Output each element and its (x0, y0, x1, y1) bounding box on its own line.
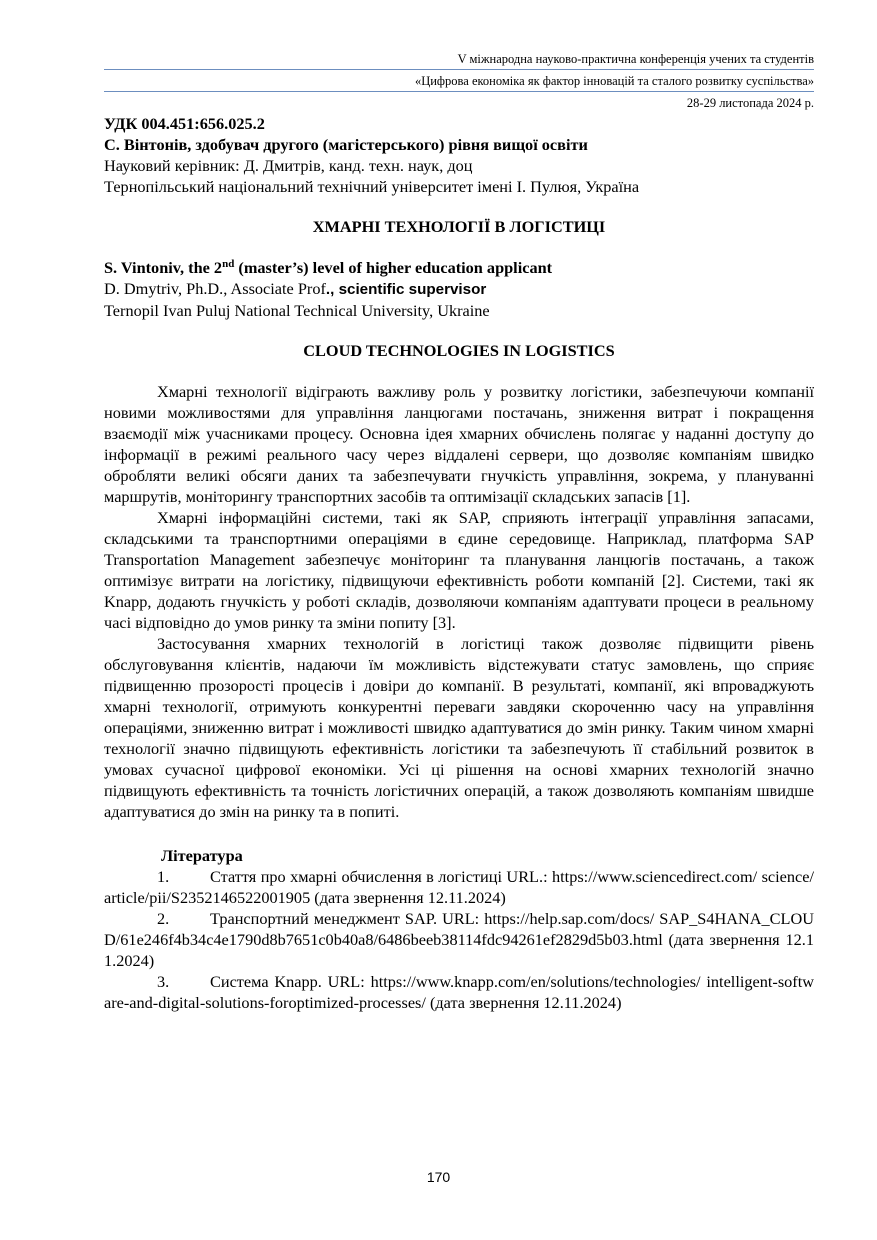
reference-text: Стаття про хмарні обчислення в логістиці URL.: https://www.sciencedirect.com/ science/article/pii/S2352146522001905 (дата звернення 12.11.2024) (104, 867, 814, 907)
supervisor-en-role: ., scientific supervisor (325, 281, 487, 298)
header-divider (104, 91, 814, 92)
reference-item (104, 908, 814, 971)
paragraph: Застосування хмарних технологій в логістиці також дозволяє підвищити рівень обслуговування клієнтів, надаючи їм можливість відстежувати статус замовлень, що сприяє підвищенню прозорості процесів і довіри до компанії. В результаті, компанії, які впроваджують хмарні технології, отримують конкурентні переваги завдяки скороченню часу на управління операціями, зниженню витрат і можливості швидко адаптуватися до змін ринку. Таким чином хмарні технології значно підвищують ефективність логістики та забезпечують її стабільний розвиток в умовах сучасної цифрової економіки. Усі ці рішення на основі хмарних технологій значно підвищують ефективність та точність логістичних операцій, а також дозволяють компаніям швидше адаптуватися до змін на ринку та в попиті. (104, 634, 814, 821)
supervisor-en (104, 278, 814, 300)
title-ua: ХМАРНІ ТЕХНОЛОГІЇ В ЛОГІСТИЦІ (312, 217, 606, 236)
affiliation-ua: Тернопільський національний технічний університет імені І. Пулюя, Україна (104, 177, 640, 196)
reference-number: 2. (157, 909, 170, 928)
reference-number: 3. (157, 972, 170, 991)
author-en-level: (master’s) level of higher education applicant (234, 258, 553, 277)
paper-page (104, 0, 814, 1013)
udk-code: УДК 004.451:656.025.2 (104, 114, 265, 133)
reference-item (104, 866, 814, 908)
supervisor-en-name: D. Dmytriv, Ph.D., Associate Prof (104, 279, 326, 298)
author-en (104, 257, 814, 278)
article-body (104, 381, 814, 822)
paragraph: Хмарні інформаційні системи, такі як SAP, сприяють інтеграції управління запасами, складськими та транспортними операціями в єдине середовище. Наприклад, платформа SAP Transportation Management забезпечує моніторинг та планування ланцюгів постачань, а також оптимізує витрати на логістику, підвищуючи ефективність роботи компаній [2]. Системи, такі як Knapp, додають гнучкість у роботі складів, дозволяючи компаніям адаптувати процеси в реальному часі відповідно до умов ринку та зміни попиту [3]. (104, 508, 814, 632)
title-en: CLOUD TECHNOLOGIES IN LOGISTICS (303, 341, 615, 360)
affiliation-en: Ternopil Ivan Puluj National Technical University, Ukraine (104, 301, 490, 320)
author-en-superscript: nd (222, 258, 235, 270)
paragraph: Хмарні технології відіграють важливу роль у розвитку логістики, забезпечуючи компанії новими можливостями для управління ланцюгами постачань, зниження витрат і покращення взаємодії між учасниками процесу. Основна ідея хмарних обчислень полягає у наданні доступу до інформації в режимі реального часу через віддалені сервери, що дозволяє компаніям швидко обробляти великі обсяги даних та забезпечувати гнучкість управління, зокрема, у плануванні маршрутів, моніторингу транспортних засобів та оптимізації складських запасів [1]. (104, 382, 814, 506)
conference-header-line1: V міжнародна науково-практична конференція учених та студентів (457, 52, 814, 66)
literature-heading: Література (161, 846, 243, 865)
header-divider (104, 69, 814, 70)
author-ua: С. Вінтонів, здобувач другого (магістерського) рівня вищої освіти (104, 135, 588, 154)
conference-date: 28-29 листопада 2024 р. (686, 96, 814, 110)
reference-text: Транспортний менеджмент SAP. URL: https://help.sap.com/docs/ SAP_S4HANA_CLOUD/61e246f4b34c4e1790d8b7651c0b40a8/6486beeb38114fdc94261ef2829d5b03.html (дата звернення 12.11.2024) (104, 909, 814, 970)
reference-number: 1. (157, 867, 170, 886)
reference-item (104, 971, 814, 1013)
conference-header-line2: «Цифрова економіка як фактор інновацій та сталого розвитку суспільства» (414, 74, 814, 88)
reference-list (104, 866, 814, 1013)
supervisor-ua: Науковий керівник: Д. Дмитрів, канд. техн. наук, доц (104, 156, 473, 175)
reference-text: Система Knapp. URL: https://www.knapp.com/en/solutions/technologies/ intelligent-software-and-digital-solutions-foroptimized-processes/ (дата звернення 12.11.2024) (104, 972, 814, 1012)
page-number: 170 (426, 1169, 451, 1185)
author-en-name: S. Vintoniv, the 2 (104, 258, 223, 277)
